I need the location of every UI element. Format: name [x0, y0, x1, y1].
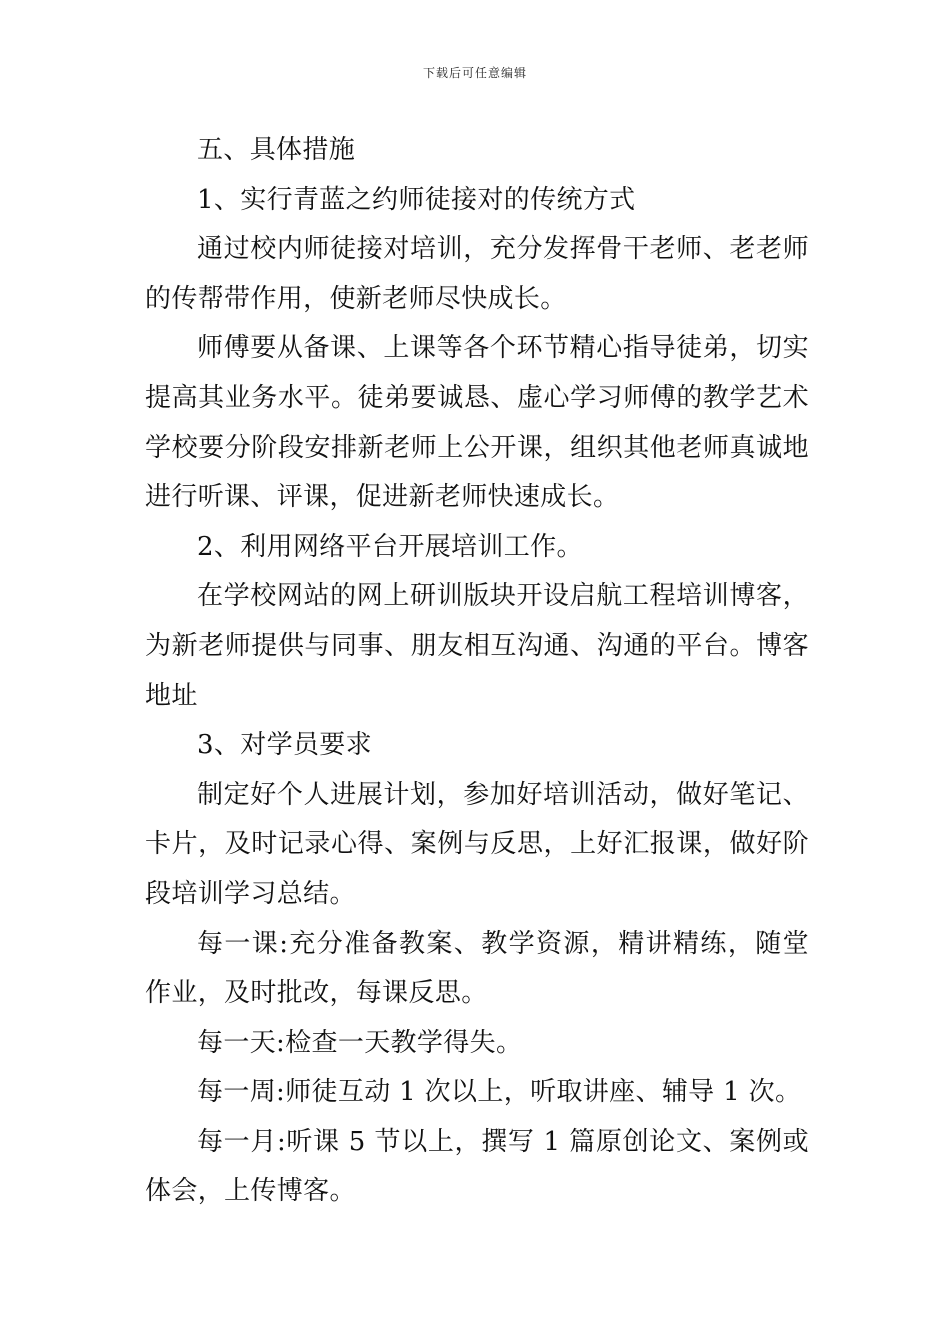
- page-header-note: 下载后可任意编辑: [422, 66, 527, 80]
- paragraph: 在学校网站的网上研训版块开设启航工程培训博客，为新老师提供与同事、朋友相互沟通、沟通的平台。博客地址: [145, 581, 809, 711]
- subsection-heading-2: 2、利用网络平台开展培训工作。: [197, 531, 583, 562]
- paragraph: 通过校内师徒接对培训，充分发挥骨干老师、老老师的传帮带作用，使新老师尽快成长。: [145, 234, 809, 314]
- paragraph: 师傅要从备课、上课等各个环节精心指导徒弟，切实提高其业务水平。徒弟要诚恳、虚心学习师傅的教学艺术学校要分阶段安排新老师上公开课，组织其他老师真诚地进行听课、评课，促进新老师快速成长。: [145, 333, 809, 513]
- list-item-per-month: 每一月:听课 5 节以上，撰写 1 篇原创论文、案例或体会，上传博客。: [145, 1126, 809, 1207]
- list-item-per-week: 每一周:师徒互动 1 次以上，听取讲座、辅导 1 次。: [197, 1077, 802, 1108]
- subsection-heading-1: 1、实行青蓝之约师徒接对的传统方式: [197, 184, 636, 215]
- document-body: [145, 126, 809, 1217]
- list-item-per-day: 每一天:检查一天教学得失。: [197, 1027, 523, 1058]
- section-heading: 五、具体措施: [197, 135, 356, 165]
- paragraph: 制定好个人进展计划，参加好培训活动，做好笔记、卡片，及时记录心得、案例与反思，上好汇报课，做好阶段培训学习总结。: [145, 779, 809, 909]
- list-item-per-lesson: 每一课:充分准备教案、教学资源，精讲精练，随堂作业，及时批改，每课反思。: [145, 928, 809, 1009]
- subsection-heading-3: 3、对学员要求: [197, 730, 372, 761]
